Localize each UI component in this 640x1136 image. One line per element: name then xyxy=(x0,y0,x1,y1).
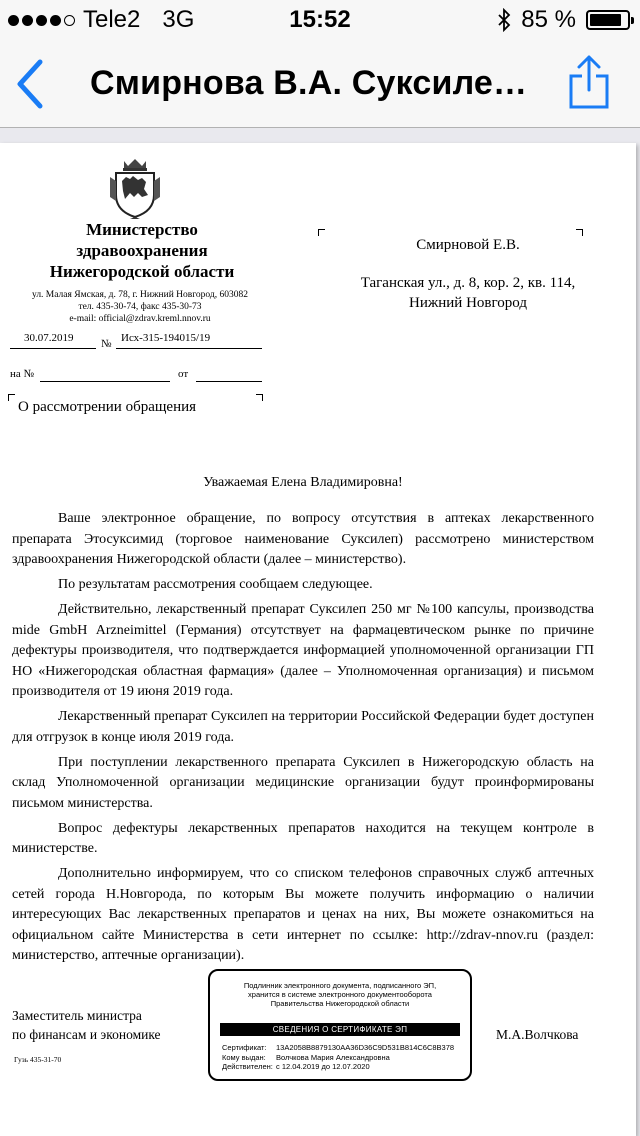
recipient-city: Нижний Новгород xyxy=(409,295,527,311)
letter-body xyxy=(12,509,594,971)
certificate-owner: Волчкова Мария Александровна xyxy=(276,1052,390,1062)
registration-number: Исх-315-194015/19 xyxy=(121,332,211,344)
bluetooth-icon xyxy=(497,8,511,32)
executor-contact: Гузь 435-31-70 xyxy=(14,1055,62,1064)
recipient-address: Таганская ул., д. 8, кор. 2, кв. 114, xyxy=(360,275,576,291)
navigation-bar xyxy=(0,40,640,128)
paragraph: Дополнительно информируем, что со списком телефонов справочных служб аптечных сетей города Н.Новгорода, по которым Вы можете получить информацию о наличии интересующих Вас лекарственных препаратов и ценах на них, Вы можете ознакомиться на официальном сайте Министерства в сети интернет по ссылке: http://zdrav-nnov.ru (раздел: министерство, аптечные организации). xyxy=(12,866,594,963)
paragraph: Действительно, лекарственный препарат Суксилеп 250 мг №100 капсулы, производства mide GmbH Arzneimittel (Германия) отсутствует на фармацевтическом рынке по причине дефектуры производителя, что подтверждается информацией уполномоченной организации ГП НО «Нижегородская областная фармация» (далее – Уполномоченная организация) и письмом производителя от 19 июня 2019 года. xyxy=(12,602,594,699)
divider xyxy=(40,381,170,382)
stamp-title-bar: СВЕДЕНИЯ О СЕРТИФИКАТЕ ЭП xyxy=(220,1023,460,1036)
registration-date: 30.07.2019 xyxy=(24,332,74,344)
battery-fill xyxy=(590,14,621,26)
stamp-header: Подлинник электронного документа, подписанного ЭП, хранится в системе электронного документооборота Правительства Нижегородской области xyxy=(243,981,437,1008)
reference-label: на № xyxy=(10,368,35,380)
letter-greeting: Уважаемая Елена Владимировна! xyxy=(203,475,403,490)
paragraph: При поступлении лекарственного препарата Суксилеп в Нижегородскую область на склад Уполномоченной организации медицинские организации будут проинформированы письмом министерства. xyxy=(12,754,594,811)
status-time: 15:52 xyxy=(289,6,351,33)
recipient-block xyxy=(318,235,618,313)
paragraph: Вопрос дефектуры лекарственных препаратов находится на текущем контроле в министерстве. xyxy=(12,820,594,856)
status-right xyxy=(497,6,630,34)
paragraph: Лекарственный препарат Суксилеп на территории Российской Федерации будет доступен для отгрузок в конце июля 2019 года. xyxy=(12,709,594,745)
corner-mark xyxy=(8,394,15,401)
e-signature-stamp xyxy=(208,969,472,1081)
certificate-id: 13A2058B8879130AA36D36C9D531B814C6C8B378 xyxy=(276,1043,455,1052)
signer-title: Заместитель министра по финансам и экономике xyxy=(12,1008,161,1042)
carrier-name: Tele2 xyxy=(83,6,141,33)
battery-percent: 85 % xyxy=(521,6,576,33)
document-page[interactable] xyxy=(0,143,636,1136)
divider xyxy=(196,381,262,382)
signer-name: М.А.Волчкова xyxy=(496,1027,579,1042)
coat-of-arms-icon xyxy=(108,157,162,219)
chevron-left-icon[interactable] xyxy=(12,58,48,110)
document-title: Смирнова В.А. Суксиле… xyxy=(90,64,528,102)
reference-from-label: от xyxy=(178,368,189,380)
status-bar xyxy=(0,0,640,40)
recipient-name: Смирновой Е.В. xyxy=(416,237,520,253)
battery-icon xyxy=(586,10,630,30)
network-type: 3G xyxy=(162,6,195,33)
paragraph: Ваше электронное обращение, по вопросу отсутствия в аптеках лекарственного препарата Этосуксимид (торговое наименование Суксилеп) рассмотрено министерством здравоохранения Нижегородской области (далее – министерство). xyxy=(12,511,594,567)
divider xyxy=(10,348,96,349)
certificate-validity: с 12.04.2019 до 12.07.2020 xyxy=(276,1062,370,1071)
organization-name: Министерство здравоохранения Нижегородской области xyxy=(49,220,235,281)
registration-number-label: № xyxy=(101,338,112,350)
letter-subject: О рассмотрении обращения xyxy=(18,399,197,415)
share-icon[interactable] xyxy=(568,54,610,110)
paragraph: По результатам рассмотрения сообщаем следующее. xyxy=(58,577,373,592)
divider xyxy=(116,348,262,349)
organization-address: ул. Малая Ямская, д. 78, г. Нижний Новгород, 603082 тел. 435-30-74, факс 435-30-73 e-mail: official@zdrav.kreml.nnov.ru xyxy=(31,290,248,324)
certificate-details: Сертификат: 13A2058B8879130AA36D36C9D531B814C6C8B378 Кому выдан: Волчкова Мария Александровна Действителен: с 12.04.2019 до 12.07.2020 xyxy=(222,1043,455,1071)
corner-mark xyxy=(256,394,263,401)
